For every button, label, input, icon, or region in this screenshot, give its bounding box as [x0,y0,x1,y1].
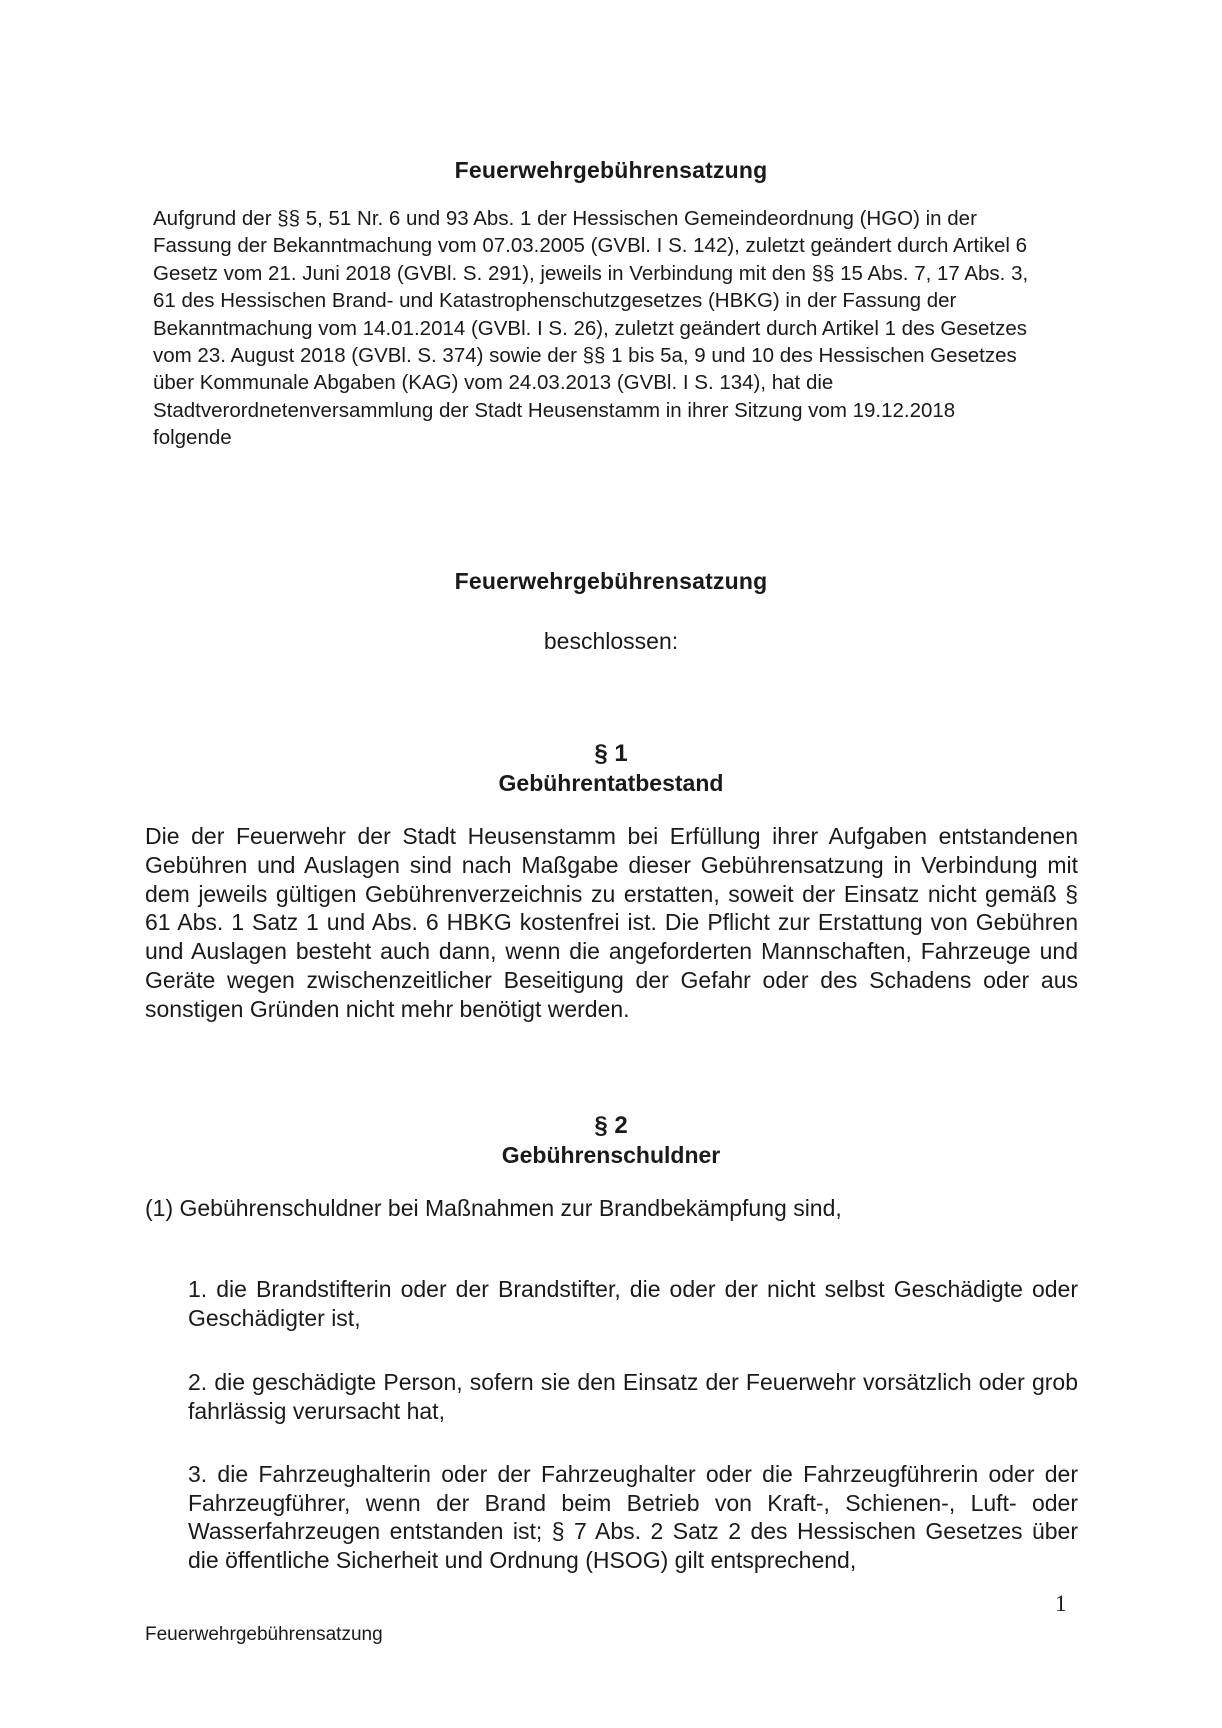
document-title: Feuerwehrgebührensatzung [454,157,768,183]
list-item: 2. die geschädigte Person, sofern sie den Einsatz der Feuerwehr vorsätzlich oder grob fahrlässig verursacht hat, [188,1369,1078,1424]
section-2-number: § 2 [594,1112,628,1139]
list-item: 1. die Brandstifterin oder der Brandstifter, die oder der nicht selbst Geschädigte oder Geschädigter ist, [188,1276,1078,1331]
enactment-title: Feuerwehrgebührensatzung [454,568,768,594]
preamble-paragraph: Aufgrund der §§ 5, 51 Nr. 6 und 93 Abs. 1 der Hessischen Gemeindeordnung (HGO) in der Fassung der Bekanntmachung vom 07.03.2005 (GVBl. I S. 142), zuletzt geändert durch Artikel 6 Gesetz vom 21. Juni 2018 (GVBl. S. 291), jeweils in Verbindung mit den §§ 15 Abs. 7, 17 Abs. 3, 61 des Hessischen Brand- und Katastrophenschutzgesetzes (HBKG) in der Fassung der Bekanntmachung vom 14.01.2014 (GVBl. I S. 26), zuletzt geändert durch Artikel 1 des Gesetzes vom 23. August 2018 (GVBl. S. 374) sowie der §§ 1 bis 5a, 9 und 10 des Hessischen Gesetzes über Kommunale Abgaben (KAG) vom 24.03.2013 (GVBl. I S. 134), hat die Stadtverordnetenversammlung der Stadt Heusenstamm in ihrer Sitzung vom 19.12.2018 folgende [153,207,1029,450]
page-number: 1 [1055,1591,1067,1616]
list-item: 3. die Fahrzeughalterin oder der Fahrzeughalter oder die Fahrzeugführerin oder der Fahrzeugführer, wenn der Brand beim Betrieb von Kraft-, Schienen-, Luft- oder Wasserfahrzeugen entstanden ist; § 7 Abs. 2 Satz 2 des Hessischen Gesetzes über die öffentliche Sicherheit und Ordnung (HSOG) gilt entsprechend, [188,1461,1078,1573]
section-1-body: Die der Feuerwehr der Stadt Heusenstamm bei Erfüllung ihrer Aufgaben entstandenen Gebühren und Auslagen sind nach Maßgabe dieser Gebührensatzung in Verbindung mit dem jeweils gültigen Gebührenverzeichnis zu erstatten, soweit der Einsatz nicht gemäß § 61 Abs. 1 Satz 1 und Abs. 6 HBKG kostenfrei ist. Die Pflicht zur Erstattung von Gebühren und Auslagen besteht auch dann, wenn die angeforderten Mannschaften, Fahrzeuge und Geräte wegen zwischenzeitlicher Beseitigung der Gefahr oder des Schadens oder aus sonstigen Gründen nicht mehr benötigt werden. [145,823,1078,1022]
section-1-heading: Gebührentatbestand [498,770,724,796]
section-2-heading: Gebührenschuldner [501,1142,721,1168]
section-1-number: § 1 [594,740,628,767]
section-2-paragraph-1: (1) Gebührenschuldner bei Maßnahmen zur Brandbekämpfung sind, [145,1195,842,1221]
resolved-label: beschlossen: [543,628,679,654]
footer-label: Feuerwehrgebührensatzung [145,1624,383,1645]
